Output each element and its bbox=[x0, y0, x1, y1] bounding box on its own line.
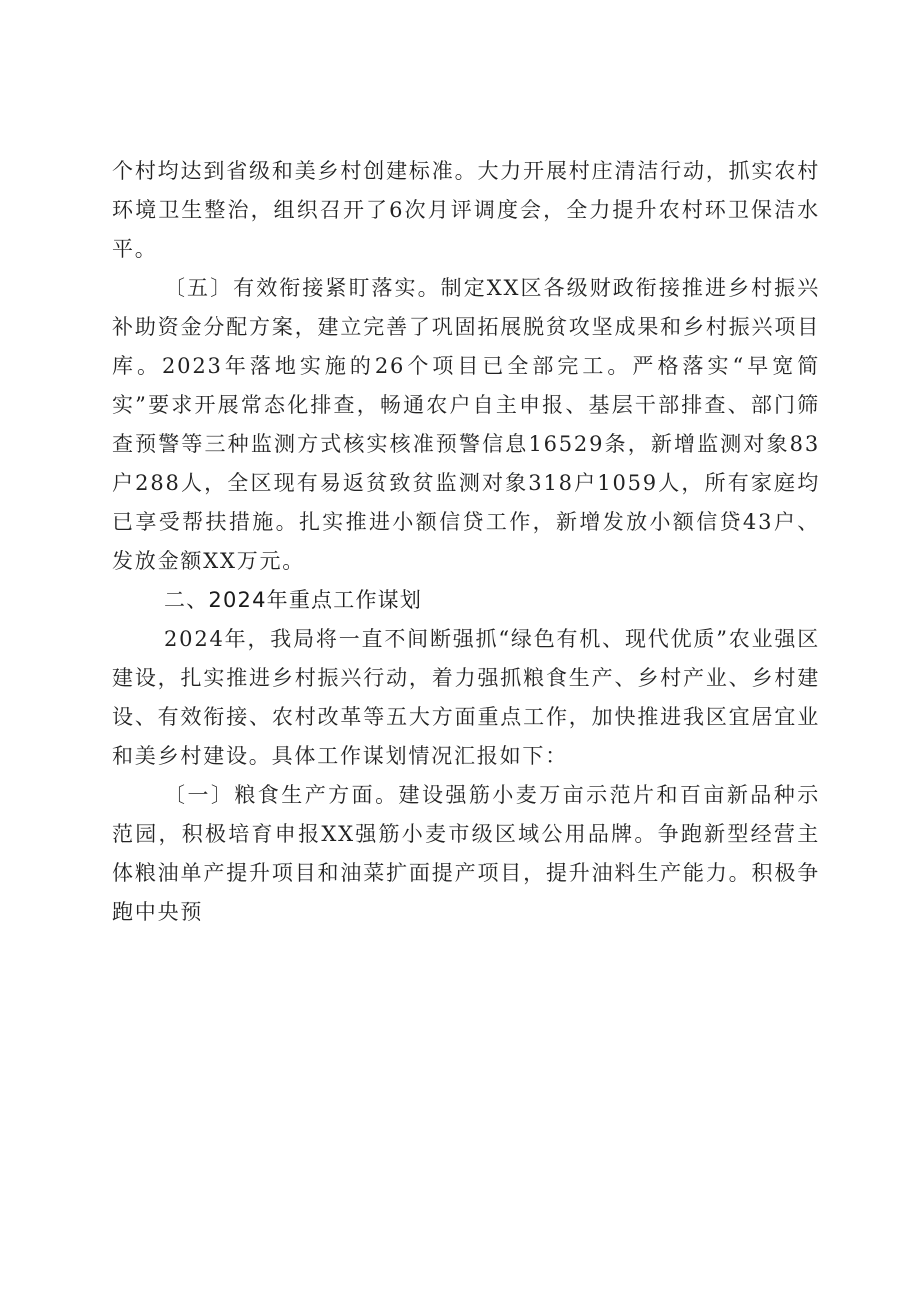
paragraph-rural-sanitation: 个村均达到省级和美乡村创建标准。大力开展村庄清洁行动，抓实农村环境卫生整治，组织召开了6次月评调度会，全力提升农村环卫保洁水平。 bbox=[112, 159, 820, 261]
document-body bbox=[112, 152, 820, 932]
paragraph-effective-linkage: 〔五〕有效衔接紧盯落实。制定XX区各级财政衔接推进乡村振兴补助资金分配方案，建立完善了巩固拓展脱贫攻坚成果和乡村振兴项目库。2023年落地实施的26个项目已全部完工。严格落实“早宽简实”要求开展常态化排查，畅通农户自主申报、基层干部排查、部门筛查预警等三种监测方式核实核准预警信息16529条，新增监测对象83户288人，全区现有易返贫致贫监测对象318户1059人，所有家庭均已享受帮扶措施。扎实推进小额信贷工作，新增发放小额信贷43户、发放金额XX万元。 bbox=[112, 276, 820, 573]
section-heading-2024-plan: 二、2024年重点工作谋划 bbox=[164, 588, 423, 612]
paragraph-2024-overview: 2024年，我局将一直不间断强抓“绿色有机、现代优质”农业强区建设，扎实推进乡村振兴行动，着力强抓粮食生产、乡村产业、乡村建设、有效衔接、农村改革等五大方面重点工作，加快推进我区宜居宜业和美乡村建设。具体工作谋划情况汇报如下： bbox=[112, 627, 820, 768]
paragraph-grain-production: 〔一〕粮食生产方面。建设强筋小麦万亩示范片和百亩新品种示范园，积极培育申报XX强筋小麦市级区域公用品牌。争跑新型经营主体粮油单产提升项目和油菜扩面提产项目，提升油料生产能力。积极争跑中央预 bbox=[112, 783, 820, 924]
